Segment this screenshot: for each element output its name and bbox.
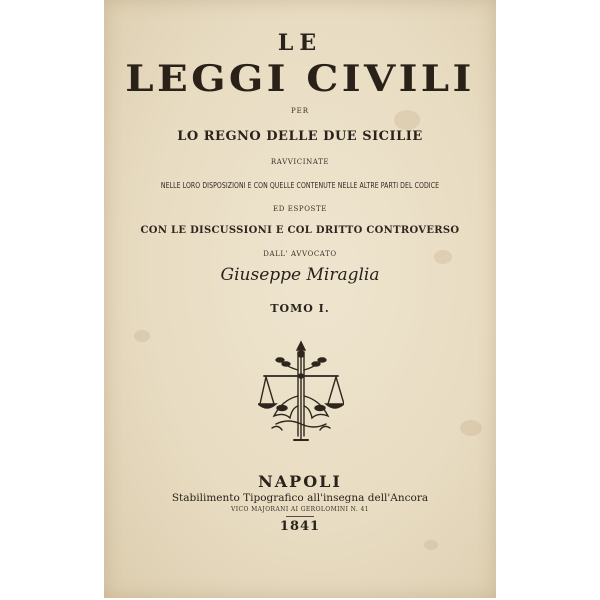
imprint-year: 1841 (279, 519, 321, 534)
ravvicinate-line: RAVVICINATE (270, 158, 330, 166)
imprint-divider (286, 516, 314, 517)
scales-of-justice-emblem-icon (258, 340, 344, 444)
title-article: LE (277, 30, 323, 56)
imprint-city: NAPOLI (258, 472, 342, 491)
volume-label: TOMO I. (270, 302, 330, 315)
foxing-stain (460, 420, 482, 436)
book-title: LEGGI CIVILI (125, 58, 475, 100)
title-per: PER (290, 107, 310, 115)
discussions-line: CON LE DISCUSSIONI E COL DRITTO CONTROVERSO (140, 225, 460, 236)
dall-avvocato-line: DALL' AVVOCATO (263, 250, 337, 258)
author-name: Giuseppe Miraglia (220, 265, 380, 285)
description-line: NELLE LORO DISPOSIZIONI E CON QUELLE CONTENUTE NELLE ALTRE PARTI DEL CODICE (160, 181, 440, 190)
imprint-printer: Stabilimento Tipografico all'insegna dell'Ancora (171, 492, 429, 504)
book-title-page (104, 0, 496, 598)
imprint-address: VICO MAJORANI AI GEROLOMINI N. 41 (231, 506, 369, 513)
realm-line: LO REGNO DELLE DUE SICILIE (177, 129, 423, 144)
foxing-stain (134, 330, 150, 342)
foxing-stain (424, 540, 438, 550)
ed-esposte-line: ED ESPOSTE (273, 205, 327, 213)
